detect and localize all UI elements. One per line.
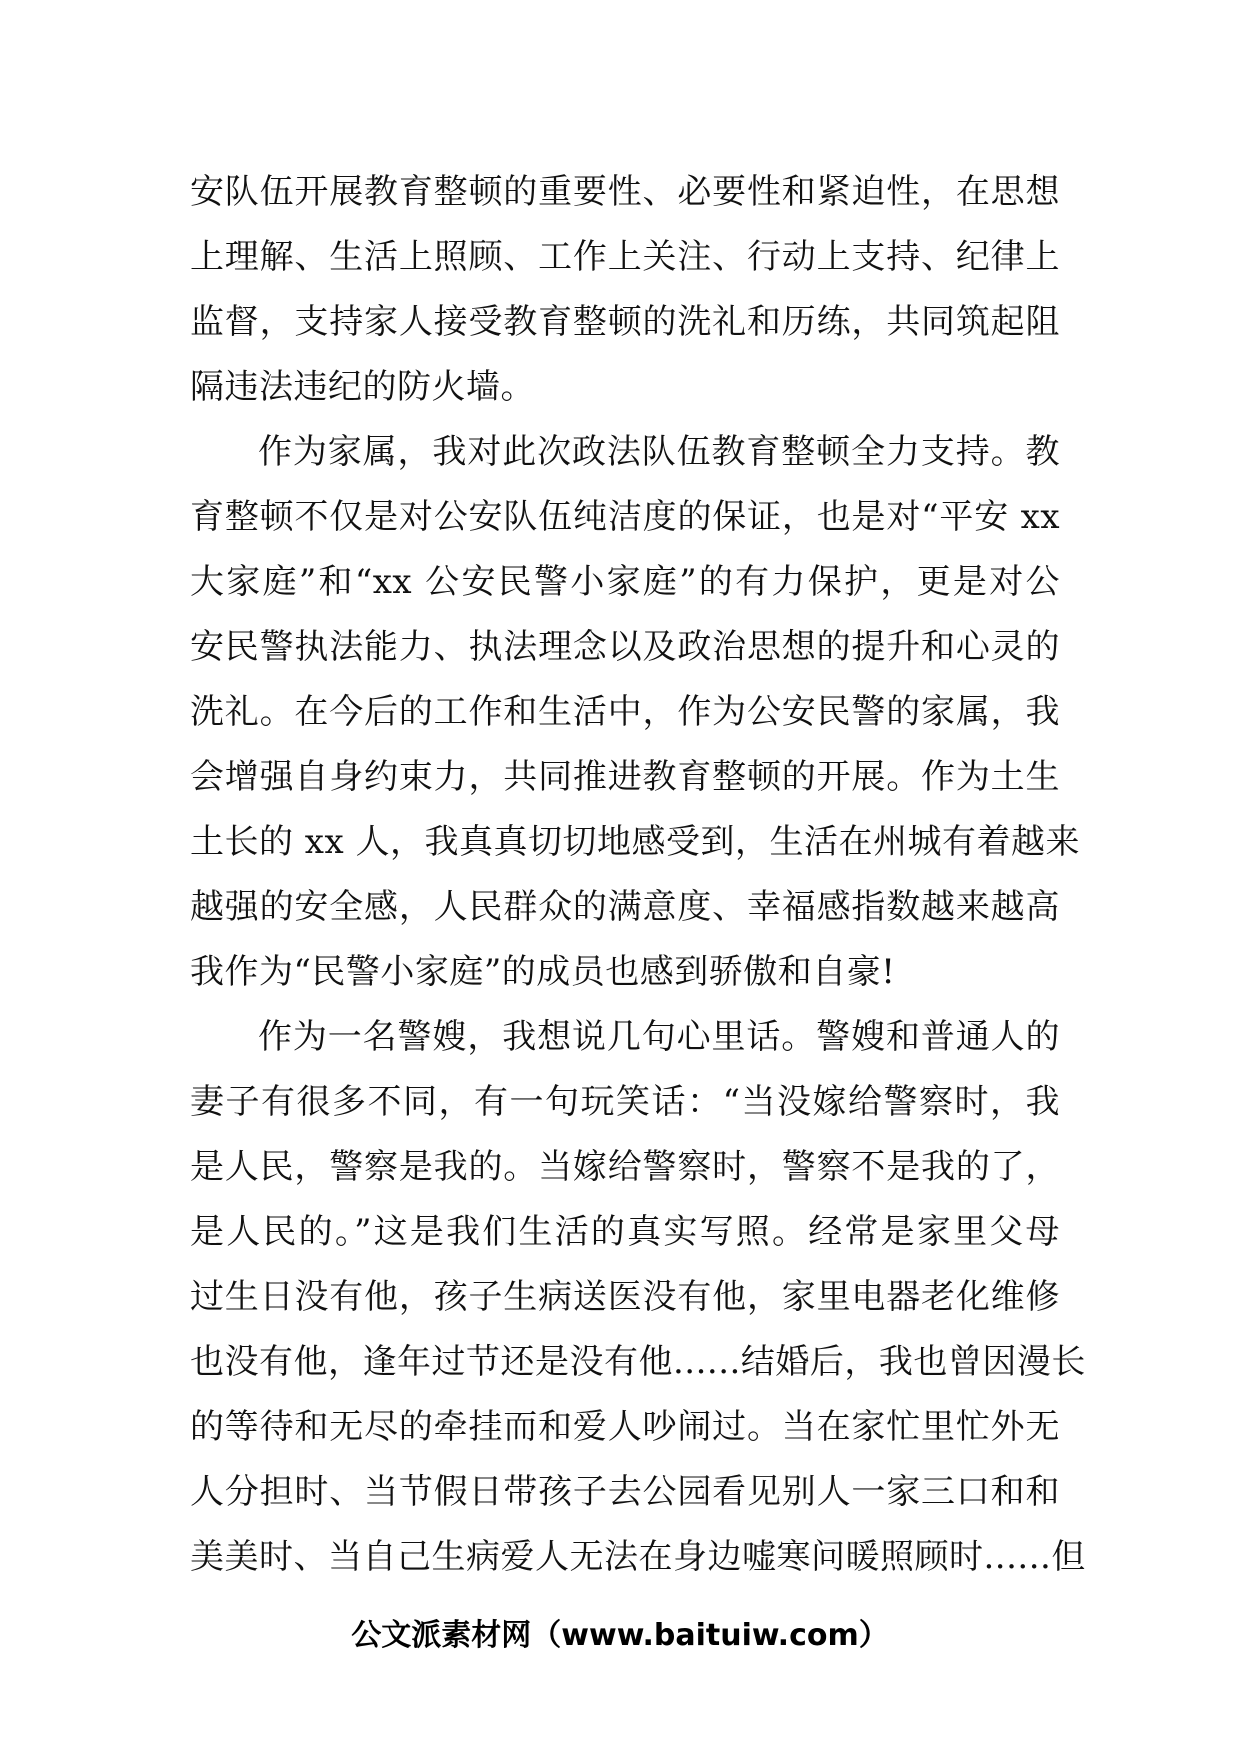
text-line: 上理解、生活上照顾、工作上关注、行动上支持、纪律上 (190, 237, 1060, 277)
text-line: 安队伍开展教育整顿的重要性、必要性和紧迫性，在思想 (190, 172, 1060, 212)
text-line: 是人民的。”这是我们生活的真实写照。经常是家里父母 (190, 1212, 1060, 1252)
footer-watermark: 公文派素材网（www.baituiw.com） (351, 1618, 889, 1653)
text-line: 越强的安全感，人民群众的满意度、幸福感指数越来越高 (190, 887, 1060, 927)
text-line: 安民警执法能力、执法理念以及政治思想的提升和心灵的 (190, 627, 1060, 667)
text-line: 作为家属，我对此次政法队伍教育整顿全力支持。教 (258, 432, 1060, 472)
text-line: 大家庭”和“xx 公安民警小家庭”的有力保护，更是对公 (190, 562, 1060, 602)
text-line: 人分担时、当节假日带孩子去公园看见别人一家三口和和 (190, 1472, 1060, 1512)
text-line: 我作为“民警小家庭”的成员也感到骄傲和自豪! (190, 952, 896, 992)
text-line: 会增强自身约束力，共同推进教育整顿的开展。作为土生 (190, 757, 1060, 797)
text-line: 也没有他，逢年过节还是没有他......结婚后，我也曾因漫长 (190, 1342, 1086, 1382)
text-line: 的等待和无尽的牵挂而和爱人吵闹过。当在家忙里忙外无 (190, 1407, 1060, 1447)
text-line: 美美时、当自己生病爱人无法在身边嘘寒问暖照顾时......但 (190, 1537, 1086, 1577)
text-line: 育整顿不仅是对公安队伍纯洁度的保证，也是对“平安 xx (190, 497, 1060, 537)
text-line: 是人民，警察是我的。当嫁给警察时，警察不是我的了， (190, 1147, 1060, 1187)
text-line: 过生日没有他，孩子生病送医没有他，家里电器老化维修 (190, 1277, 1060, 1317)
body-text (190, 160, 1086, 1590)
text-line: 土长的 xx 人，我真真切切地感受到，生活在州城有着越来 (190, 822, 1080, 862)
text-line: 妻子有很多不同，有一句玩笑话：“当没嫁给警察时，我 (190, 1082, 1060, 1122)
text-line: 作为一名警嫂，我想说几句心里话。警嫂和普通人的 (258, 1017, 1060, 1057)
text-line: 监督，支持家人接受教育整顿的洗礼和历练，共同筑起阻 (190, 302, 1060, 342)
text-line: 隔违法违纪的防火墙。 (190, 367, 535, 407)
text-line: 洗礼。在今后的工作和生活中，作为公安民警的家属，我 (190, 692, 1060, 732)
